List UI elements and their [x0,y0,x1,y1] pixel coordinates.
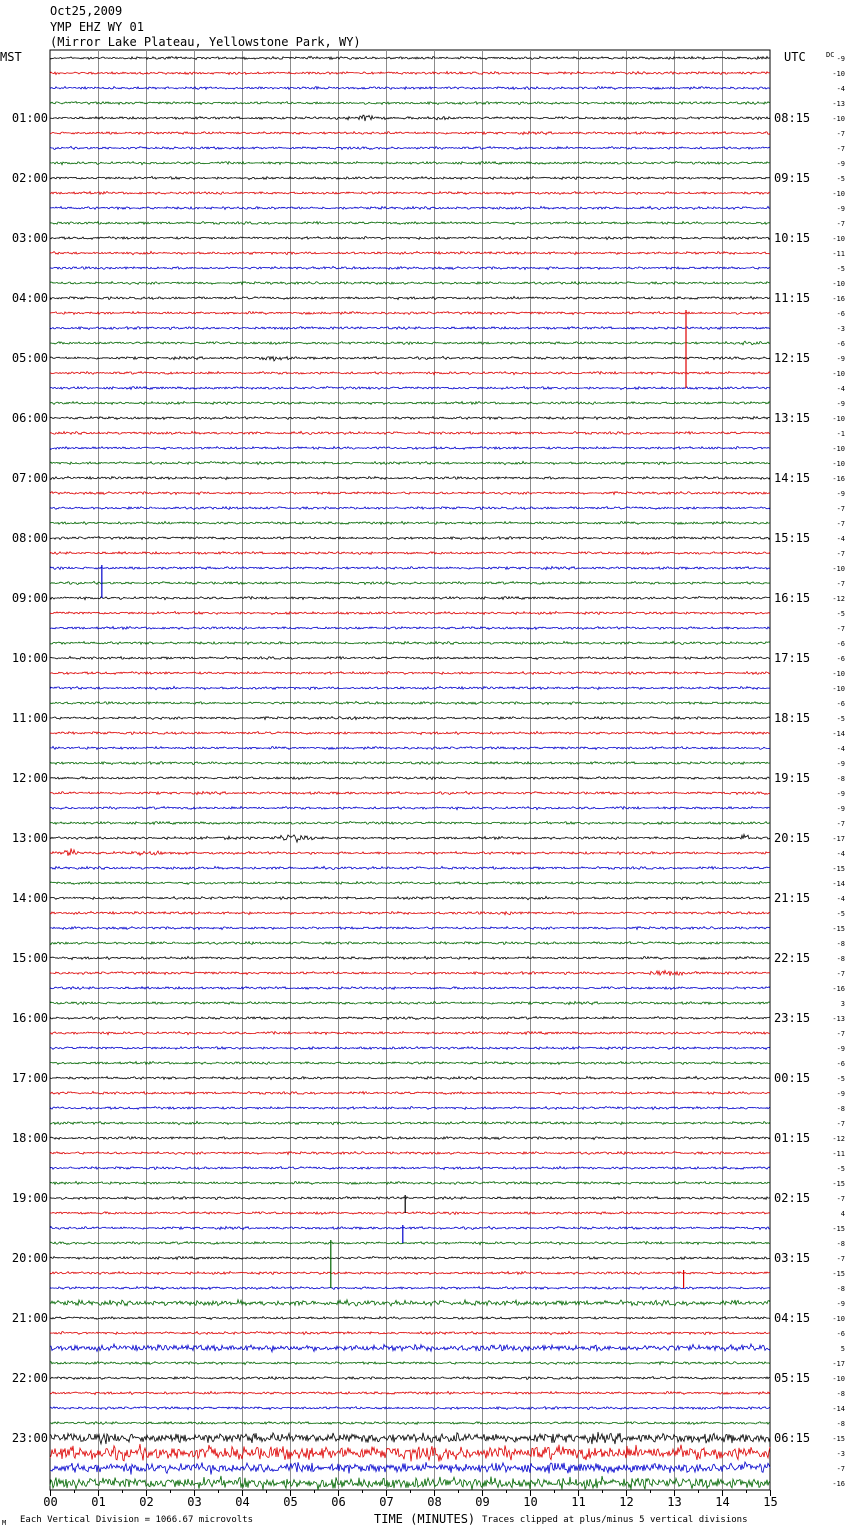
trace-line [50,672,770,675]
hour-label-left: 22:00 [11,1371,48,1385]
trace-line [50,848,770,855]
dc-offset-label: -7 [836,1255,845,1263]
dc-offset-label: -7 [836,970,845,978]
trace-line [50,386,770,389]
trace-line [50,251,770,254]
right-axis-title: UTC [784,50,806,64]
trace-line [50,1317,770,1320]
trace-line [50,72,770,75]
x-axis-title: TIME (MINUTES) [374,1512,476,1526]
trace-line [50,1256,770,1259]
clip-text: Traces clipped at plus/minus 5 vertical divisions [482,1515,748,1525]
dc-offset-label: -10 [832,1315,845,1323]
dc-offset-label: -4 [836,745,845,753]
dc-offset-label: -7 [836,505,845,513]
hour-label-left: 08:00 [11,531,48,545]
x-tick-label: 05 [283,1495,298,1509]
trace-line [50,581,770,584]
dc-offset-label: -14 [832,880,845,888]
hour-label-right: 10:15 [774,231,811,245]
dc-offset-label: -15 [832,1435,845,1443]
trace-line [50,132,770,135]
hour-label-right: 02:15 [774,1191,811,1205]
trace-line [50,1121,770,1124]
dc-offset-label: -16 [832,1480,845,1488]
trace-line [50,87,770,90]
trace-line [50,701,770,704]
trace-line [50,552,770,555]
trace-line [50,222,770,225]
dc-offset-label: -9 [836,1090,845,1098]
x-tick-label: 04 [235,1495,250,1509]
trace-line [50,1136,770,1139]
hour-label-right: 03:15 [774,1251,811,1265]
hour-label-left: 03:00 [11,231,48,245]
x-tick-label: 11 [571,1495,586,1509]
trace-line [50,567,770,570]
dc-offset-label: -15 [832,865,845,873]
trace-line [50,1032,770,1035]
dc-offset-label: -9 [836,760,845,768]
trace-line [50,507,770,510]
dc-offset-label: -5 [836,175,845,183]
header-date: Oct25,2009 [50,4,123,18]
dc-offset-label: -4 [836,385,845,393]
dc-offset-label: -8 [836,1105,845,1113]
trace-line [50,266,770,269]
trace-line [50,611,770,614]
dc-offset-label: -8 [836,1285,845,1293]
trace-line [50,896,770,899]
dc-offset-label: -4 [836,535,845,543]
trace-line [50,146,770,149]
trace-line [50,1422,770,1425]
trace-line [50,971,770,976]
trace-line [50,461,770,464]
trace-line [50,1271,770,1274]
dc-offset-label: -10 [832,1375,845,1383]
scale-mark: M [2,1519,7,1527]
hour-label-left: 19:00 [11,1191,48,1205]
hour-label-left: 10:00 [11,651,48,665]
trace-line [50,537,770,540]
trace-line [50,176,770,179]
dc-offset-label: -7 [836,520,845,528]
hour-label-left: 04:00 [11,291,48,305]
trace-line [50,102,770,105]
trace-line [50,866,770,869]
trace-line [50,417,770,420]
dc-offset-label: -10 [832,70,845,78]
hour-label-right: 11:15 [774,291,811,305]
hour-label-right: 00:15 [774,1071,811,1085]
trace-line [50,882,770,885]
dc-offset-label: -9 [836,790,845,798]
hour-label-left: 17:00 [11,1071,48,1085]
dc-offset-label: -12 [832,595,845,603]
trace-line [50,1300,770,1306]
trace-line [50,1287,770,1290]
dc-offset-label: -8 [836,1420,845,1428]
trace-line [50,1462,770,1475]
dc-offset-label: -9 [836,490,845,498]
hour-label-right: 15:15 [774,531,811,545]
trace-line [50,777,770,780]
dc-offset-label: -10 [832,115,845,123]
trace-line [50,1107,770,1110]
hour-label-right: 20:15 [774,831,811,845]
dc-offset-label: -7 [836,820,845,828]
hour-label-left: 06:00 [11,411,48,425]
dc-offset-label: -10 [832,565,845,573]
hour-label-left: 16:00 [11,1011,48,1025]
dc-offset-label: -10 [832,445,845,453]
trace-line [50,656,770,659]
trace-line [50,1407,770,1410]
x-tick-label: 10 [523,1495,538,1509]
dc-offset-label: -10 [832,235,845,243]
header-location: (Mirror Lake Plateau, Yellowstone Park, WY) [50,35,361,49]
trace-line [50,447,770,450]
x-tick-label: 09 [475,1495,490,1509]
hour-label-left: 09:00 [11,591,48,605]
dc-offset-label: -6 [836,1330,845,1338]
x-tick-label: 03 [187,1495,202,1509]
trace-line [50,791,770,794]
dc-offset-label: 4 [840,1210,845,1218]
dc-offset-label: -1 [836,430,845,438]
scale-text: Each Vertical Division = 1066.67 microvolts [20,1515,253,1525]
dc-offset-label: -3 [836,325,845,333]
hour-label-left: 01:00 [11,111,48,125]
x-tick-label: 13 [667,1495,682,1509]
trace-line [50,1181,770,1184]
trace-line [50,115,770,121]
dc-offset-label: -5 [836,265,845,273]
dc-offset-label: -15 [832,1180,845,1188]
trace-line [50,341,770,345]
hour-label-right: 06:15 [774,1431,811,1445]
dc-offset-label: -8 [836,1240,845,1248]
trace-line [50,1391,770,1394]
dc-offset-label: -9 [836,400,845,408]
hour-label-right: 01:15 [774,1131,811,1145]
dc-offset-label: 3 [840,1000,845,1008]
dc-offset-label: -16 [832,985,845,993]
hour-label-right: 23:15 [774,1011,811,1025]
dc-offset-label: -10 [832,415,845,423]
dc-offset-label: -9 [836,1300,845,1308]
x-tick-label: 02 [139,1495,154,1509]
dc-offset-label: -5 [836,1165,845,1173]
trace-line [50,56,770,59]
traces [50,56,770,1490]
trace-line [50,627,770,630]
trace-line [50,807,770,810]
trace-line [50,686,770,689]
hour-label-right: 08:15 [774,111,811,125]
dc-offset-label: -4 [836,895,845,903]
dc-offset-label: -4 [836,85,845,93]
trace-line [50,162,770,165]
trace-line [50,762,770,765]
hour-label-right: 19:15 [774,771,811,785]
trace-line [50,987,770,990]
trace-line [50,521,770,524]
dc-offset-label: -15 [832,1225,845,1233]
hour-label-right: 22:15 [774,951,811,965]
dc-offset-label: -5 [836,610,845,618]
trace-line [50,282,770,285]
trace-line [50,597,770,600]
trace-line [50,942,770,945]
hour-label-left: 23:00 [11,1431,48,1445]
dc-offset-label: -7 [836,580,845,588]
x-tick-label: 00 [43,1495,58,1509]
dc-offset-label: -7 [836,1030,845,1038]
hour-label-right: 13:15 [774,411,811,425]
trace-line [50,1444,770,1462]
dc-offset-label: -9 [836,355,845,363]
x-tick-label: 12 [619,1495,634,1509]
dc-offset-label: -4 [836,850,845,858]
trace-line [50,492,770,495]
hour-label-left: 13:00 [11,831,48,845]
hour-label-left: 12:00 [11,771,48,785]
hour-label-right: 18:15 [774,711,811,725]
trace-line [50,312,770,315]
hour-label-right: 21:15 [774,891,811,905]
dc-offset-label: -7 [836,550,845,558]
hour-label-left: 18:00 [11,1131,48,1145]
trace-line [50,296,770,299]
trace-line [50,717,770,720]
dc-offset-label: -7 [836,1465,845,1473]
dc-offset-label: -12 [832,1135,845,1143]
dc-offset-label: -11 [832,1150,845,1158]
dc-offset-label: -10 [832,685,845,693]
dc-offset-label: -9 [836,805,845,813]
dc-offset-label: -9 [836,55,845,63]
trace-line [50,1432,770,1444]
x-tick-label: 08 [427,1495,442,1509]
trace-line [50,1016,770,1019]
labels [12,51,845,1509]
dc-offset-label: -6 [836,655,845,663]
trace-line [50,731,770,734]
dc-offset-label: -13 [832,100,845,108]
dc-offset-label: -15 [832,925,845,933]
dc-offset-label: -13 [832,1015,845,1023]
dc-offset-label: -7 [836,625,845,633]
dc-offset-label: 5 [840,1345,845,1353]
dc-offset-label: -5 [836,715,845,723]
hour-label-left: 11:00 [11,711,48,725]
x-tick-label: 01 [91,1495,106,1509]
dc-offset-label: -7 [836,130,845,138]
dc-offset-label: -8 [836,775,845,783]
trace-line [50,237,770,240]
trace-line [50,192,770,195]
trace-line [50,1476,770,1490]
dc-offset-label: -11 [832,250,845,258]
hour-label-right: 17:15 [774,651,811,665]
trace-line [50,641,770,644]
trace-line [50,1362,770,1365]
trace-line [50,956,770,959]
dc-offset-label: -7 [836,1195,845,1203]
trace-line [50,1091,770,1094]
dc-offset-label: -15 [832,1270,845,1278]
dc-offset-label: -8 [836,1390,845,1398]
dc-offset-label: -6 [836,640,845,648]
dc-header-label: DC [826,51,835,59]
dc-offset-label: -10 [832,670,845,678]
dc-offset-label: -6 [836,310,845,318]
left-axis-title: MST [0,50,22,64]
trace-line [50,206,770,209]
trace-line [50,1242,770,1245]
dc-offset-label: -16 [832,475,845,483]
hour-label-right: 04:15 [774,1311,811,1325]
hour-label-left: 15:00 [11,951,48,965]
trace-line [50,1002,770,1005]
trace-line [50,1046,770,1049]
dc-offset-label: -6 [836,1060,845,1068]
hour-label-right: 09:15 [774,171,811,185]
dc-offset-label: -6 [836,700,845,708]
trace-line [50,834,770,842]
dc-offset-label: -8 [836,955,845,963]
hour-label-left: 02:00 [11,171,48,185]
trace-line [50,821,770,824]
hour-label-right: 14:15 [774,471,811,485]
trace-line [50,356,770,361]
x-tick-label: 14 [715,1495,730,1509]
dc-offset-label: -10 [832,280,845,288]
hour-label-left: 20:00 [11,1251,48,1265]
dc-offset-label: -10 [832,460,845,468]
trace-line [50,927,770,930]
hour-label-right: 16:15 [774,591,811,605]
trace-line [50,1152,770,1155]
hour-label-left: 14:00 [11,891,48,905]
dc-offset-label: -8 [836,940,845,948]
hour-label-right: 12:15 [774,351,811,365]
dc-offset-label: -7 [836,145,845,153]
dc-offset-label: -10 [832,190,845,198]
hour-label-left: 07:00 [11,471,48,485]
hour-label-right: 05:15 [774,1371,811,1385]
dc-offset-label: -7 [836,1120,845,1128]
hour-label-left: 05:00 [11,351,48,365]
x-tick-label: 06 [331,1495,346,1509]
dc-offset-label: -9 [836,1045,845,1053]
trace-line [50,746,770,749]
hour-label-left: 21:00 [11,1311,48,1325]
dc-offset-label: -16 [832,295,845,303]
dc-offset-label: -9 [836,205,845,213]
dc-offset-label: -14 [832,1405,845,1413]
dc-offset-label: -6 [836,340,845,348]
trace-line [50,1076,770,1079]
dc-offset-label: -5 [836,1075,845,1083]
header-station: YMP EHZ WY 01 [50,20,144,34]
trace-line [50,327,770,330]
trace-line [50,372,770,375]
trace-line [50,1062,770,1065]
dc-offset-label: -7 [836,220,845,228]
dc-offset-label: -14 [832,730,845,738]
trace-line [50,911,770,914]
trace-line [50,1212,770,1215]
trace-line [50,1377,770,1380]
trace-line [50,1197,770,1200]
dc-offset-label: -10 [832,370,845,378]
trace-line [50,1331,770,1334]
trace-line [50,431,770,434]
trace-line [50,401,770,404]
dc-offset-label: -5 [836,910,845,918]
x-tick-label: 07 [379,1495,394,1509]
dc-offset-label: -17 [832,1360,845,1368]
trace-line [50,1226,770,1229]
dc-offset-label: -9 [836,160,845,168]
dc-offset-label: -17 [832,835,845,843]
trace-line [50,1344,770,1352]
x-tick-label: 15 [763,1495,778,1509]
trace-line [50,1166,770,1169]
trace-line [50,476,770,479]
dc-offset-label: -3 [836,1450,845,1458]
